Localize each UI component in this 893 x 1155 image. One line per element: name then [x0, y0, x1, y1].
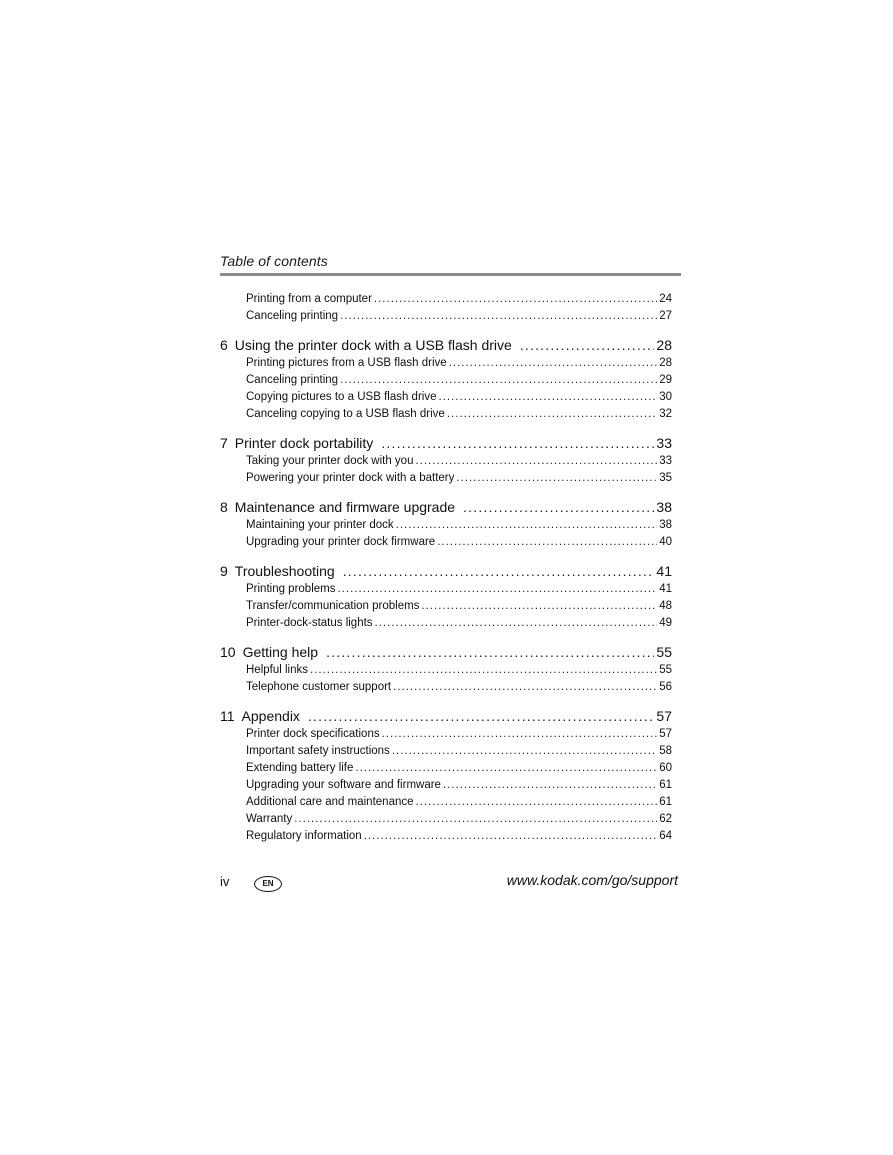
section-number: 9	[220, 563, 228, 579]
toc-entry[interactable]	[220, 662, 672, 679]
toc-entry-page: 48	[659, 600, 672, 612]
dot-leader	[340, 372, 657, 389]
section-number: 6	[220, 337, 228, 353]
toc-entry-label: Canceling printing	[246, 374, 339, 386]
dot-leader	[340, 308, 657, 325]
toc-entry-page: 58	[659, 745, 672, 757]
page-header-title: Table of contents	[220, 253, 328, 269]
dot-leader	[438, 389, 657, 406]
toc-entry[interactable]	[220, 372, 672, 389]
toc-entry-label: Printer-dock-status lights	[246, 617, 373, 629]
toc-entry-page: 49	[659, 617, 672, 629]
toc-entry[interactable]	[220, 470, 672, 487]
toc-entry-label: Regulatory information	[246, 830, 362, 842]
toc-entry-page: 56	[659, 681, 672, 693]
toc-entry-label: Printing problems	[246, 583, 336, 595]
toc-section-6	[220, 332, 672, 423]
toc-entry-label: Powering your printer dock with a battery	[246, 472, 455, 484]
toc-entry-label: Maintaining your printer dock	[246, 519, 394, 531]
section-title: Getting help	[242, 644, 319, 660]
dot-leader	[337, 581, 657, 598]
dot-leader	[374, 291, 657, 308]
section-number: 8	[220, 499, 228, 515]
toc-entry-label: Copying pictures to a USB flash drive	[246, 391, 437, 403]
section-number: 11	[220, 708, 235, 724]
dot-leader	[382, 726, 658, 743]
dot-leader	[355, 760, 657, 777]
toc-entry-page: 32	[659, 408, 672, 420]
toc-entry-label: Upgrading your software and firmware	[246, 779, 441, 791]
section-title: Printer dock portability	[234, 435, 374, 451]
toc-entry-page: 57	[659, 728, 672, 740]
toc-entry-label: Warranty	[246, 813, 293, 825]
language-badge	[254, 876, 282, 892]
section-page: 38	[656, 499, 672, 515]
toc-entry-label: Helpful links	[246, 664, 308, 676]
toc-section-heading[interactable]	[220, 703, 672, 726]
toc-entry-page: 27	[659, 310, 672, 322]
toc-entry[interactable]	[220, 581, 672, 598]
dot-leader	[294, 811, 657, 828]
toc-entry[interactable]	[220, 794, 672, 811]
section-page: 28	[656, 337, 672, 353]
header-divider	[220, 273, 681, 276]
toc-entry[interactable]	[220, 598, 672, 615]
section-number: 7	[220, 435, 228, 451]
toc-entry-page: 28	[659, 357, 672, 369]
toc-entry-page: 61	[659, 779, 672, 791]
support-url-link[interactable]: www.kodak.com/go/support	[506, 872, 678, 888]
toc-entry-label: Upgrading your printer dock firmware	[246, 536, 436, 548]
toc-entry[interactable]	[220, 726, 672, 743]
toc-entry-label: Printing pictures from a USB flash drive	[246, 357, 447, 369]
section-page: 57	[656, 708, 672, 724]
dot-leader	[375, 615, 658, 632]
dot-leader	[520, 335, 655, 355]
dot-leader	[443, 777, 657, 794]
toc-lead-section	[220, 291, 672, 325]
toc-entry[interactable]	[220, 406, 672, 423]
dot-leader	[447, 406, 657, 423]
toc-entry-label: Printer dock specifications	[246, 728, 380, 740]
toc-section-8	[220, 494, 672, 551]
toc-entry-page: 61	[659, 796, 672, 808]
toc-entry[interactable]	[220, 291, 672, 308]
dot-leader	[449, 355, 658, 372]
toc-section-heading[interactable]	[220, 430, 672, 453]
section-page: 41	[656, 563, 672, 579]
section-title: Using the printer dock with a USB flash drive	[234, 337, 512, 353]
toc-entry-label: Additional care and maintenance	[246, 796, 414, 808]
toc-entry-page: 24	[659, 293, 672, 305]
toc-entry[interactable]	[220, 308, 672, 325]
dot-leader	[343, 561, 655, 581]
toc-section-heading[interactable]	[220, 639, 672, 662]
section-page: 55	[656, 644, 672, 660]
dot-leader	[456, 470, 657, 487]
toc-entry-page: 62	[659, 813, 672, 825]
toc-section-10	[220, 639, 672, 696]
toc-entry[interactable]	[220, 517, 672, 534]
toc-entry-page: 38	[659, 519, 672, 531]
section-title: Maintenance and firmware upgrade	[234, 499, 456, 515]
dot-leader	[308, 706, 654, 726]
footer-page-number: iv	[220, 874, 230, 889]
toc-entry[interactable]	[220, 811, 672, 828]
toc-entry[interactable]	[220, 679, 672, 696]
section-page: 33	[656, 435, 672, 451]
dot-leader	[326, 642, 654, 662]
toc-entry[interactable]	[220, 389, 672, 406]
dot-leader	[396, 517, 658, 534]
toc-entry-label: Telephone customer support	[246, 681, 392, 693]
toc-entry[interactable]	[220, 534, 672, 551]
toc-entry-page: 41	[659, 583, 672, 595]
dot-leader	[437, 534, 657, 551]
toc-entry[interactable]	[220, 355, 672, 372]
dot-leader	[415, 453, 657, 470]
dot-leader	[310, 662, 657, 679]
toc-section-heading[interactable]	[220, 494, 672, 517]
table-of-contents	[220, 291, 672, 852]
toc-entry-page: 40	[659, 536, 672, 548]
toc-entry-label: Taking your printer dock with you	[246, 455, 414, 467]
section-title: Appendix	[241, 708, 300, 724]
toc-section-heading[interactable]	[220, 332, 672, 355]
dot-leader	[392, 743, 657, 760]
toc-entry-label: Canceling printing	[246, 310, 339, 322]
toc-entry-page: 30	[659, 391, 672, 403]
toc-entry[interactable]	[220, 743, 672, 760]
dot-leader	[393, 679, 657, 696]
toc-section-11	[220, 703, 672, 845]
dot-leader	[463, 497, 654, 517]
section-number: 10	[220, 644, 236, 660]
dot-leader	[364, 828, 658, 845]
toc-entry-label: Transfer/communication problems	[246, 600, 420, 612]
toc-entry[interactable]	[220, 777, 672, 794]
dot-leader	[421, 598, 657, 615]
toc-entry[interactable]	[220, 453, 672, 470]
toc-entry-label: Important safety instructions	[246, 745, 390, 757]
toc-entry-label: Extending battery life	[246, 762, 354, 774]
toc-section-9	[220, 558, 672, 632]
toc-section-heading[interactable]	[220, 558, 672, 581]
toc-entry-page: 60	[659, 762, 672, 774]
toc-entry-label: Printing from a computer	[246, 293, 372, 305]
toc-entry-page: 33	[659, 455, 672, 467]
section-title: Troubleshooting	[234, 563, 335, 579]
toc-section-7	[220, 430, 672, 487]
toc-entry[interactable]	[220, 828, 672, 845]
language-badge-label: EN	[262, 879, 274, 888]
toc-entry-label: Canceling copying to a USB flash drive	[246, 408, 445, 420]
toc-entry-page: 35	[659, 472, 672, 484]
toc-entry-page: 55	[659, 664, 672, 676]
dot-leader	[416, 794, 658, 811]
toc-entry-page: 29	[659, 374, 672, 386]
dot-leader	[381, 433, 654, 453]
toc-entry[interactable]	[220, 760, 672, 777]
toc-entry-page: 64	[659, 830, 672, 842]
toc-entry[interactable]	[220, 615, 672, 632]
